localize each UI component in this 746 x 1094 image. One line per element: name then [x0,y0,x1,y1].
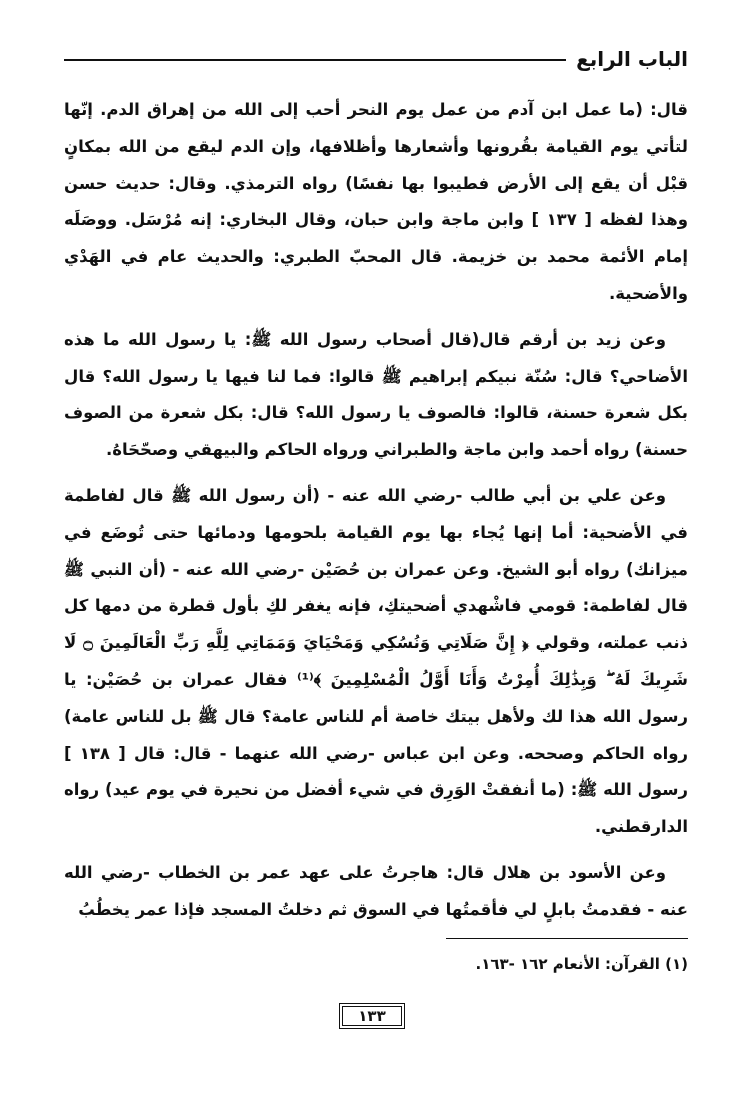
footnote: (١) القرآن: الأنعام ١٦٢ -١٦٣. [475,955,688,973]
page-number-label: ١٣٣ [358,1007,386,1025]
page-number [339,1003,405,1029]
running-header [64,44,688,74]
paragraph: وعن الأسود بن هلال قال: هاجرتُ على عهد عمر بن الخطاب -رضي الله عنه - فقدمتُ بابلٍ لي فأقمتُها في السوق ثم دخلتُ المسجد فإذا عمر يخطُبُ [64,862,688,919]
paragraph: قال: (ما عمل ابن آدم من عمل يوم النحر أحب إلى الله من إهراق الدم. إنّها لتأتي يوم القيامة بقُرونها وأشعارها وأظلافها، وإن الدم ليقع من الله بمكانٍ قبْل أن يقع إلى الأرض فطيبوا بها نفسًا) رواه الترمذي. وقال: حديث حسن وهذا لفظه [ ١٣٧ ] وابن ماجة وابن حبان، وقال البخاري: إنه مُرْسَل. ووصَلَه إمام الأئمة محمد بن خزيمة. قال المحبّ الطبري: والحديث عام في الهَدْي والأضحية. [64,100,688,303]
paragraph: وعن علي بن أبي طالب -رضي الله عنه - (أن رسول الله ﷺ قال لفاطمة في الأضحية: أما إنها يُجاء بها يوم القيامة بلحومها ودمائها حتى تُوضَع في ميزانك) رواه أبو الشيخ. وعن عمران بن حُصَيْن -رضي الله عنه - (أن النبي ﷺ قال لفاطمة: قومي فاشْهدي أضحيتكِ، فإنه يغفر لكِ بأول قطرة من دمها كل ذنب عملته، وقولي ﴿ إِنَّ صَلَاتِي وَنُسُكِي وَمَحْيَايَ وَمَمَاتِي لِلَّهِ رَبِّ الْعَالَمِينَ ۝ لَا شَرِيكَ لَهُ ۖ وَبِذَٰلِكَ أُمِرْتُ وَأَنَا أَوَّلُ الْمُسْلِمِينَ ﴾⁽¹⁾ فقال عمران بن حُصَيْن: يا رسول الله هذا لك ولأهل بيتك خاصة أم للناس عامة؟ قال ﷺ بل للناس عامة) رواه الحاكم وصححه. وعن ابن عباس -رضي الله عنهما - قال: قال [ ١٣٨ ] رسول الله ﷺ: (ما أنفقتْ الوَرِق في شيء أفضل من نحيرة في يوم عيد) رواه الدارقطني. [64,485,688,837]
chapter-title: الباب الرابع [576,47,688,71]
main-text [64,92,688,938]
paragraph: وعن زيد بن أرقم قال(قال أصحاب رسول الله ﷺ: يا رسول الله ما هذه الأضاحي؟ قال: سُنّة نبيكم إبراهيم ﷺ قالوا: فما لنا فيها يا رسول الله؟ قال بكل شعرة حسنة، قالوا: فالصوف يا رسول الله؟ قال: بكل شعرة من الصوف حسنة) رواه أحمد وابن ماجة والطبراني ورواه الحاكم والبيهقي وصحّحَاهُ. [64,329,688,460]
footnote-separator [446,938,688,939]
header-rule [64,59,566,61]
